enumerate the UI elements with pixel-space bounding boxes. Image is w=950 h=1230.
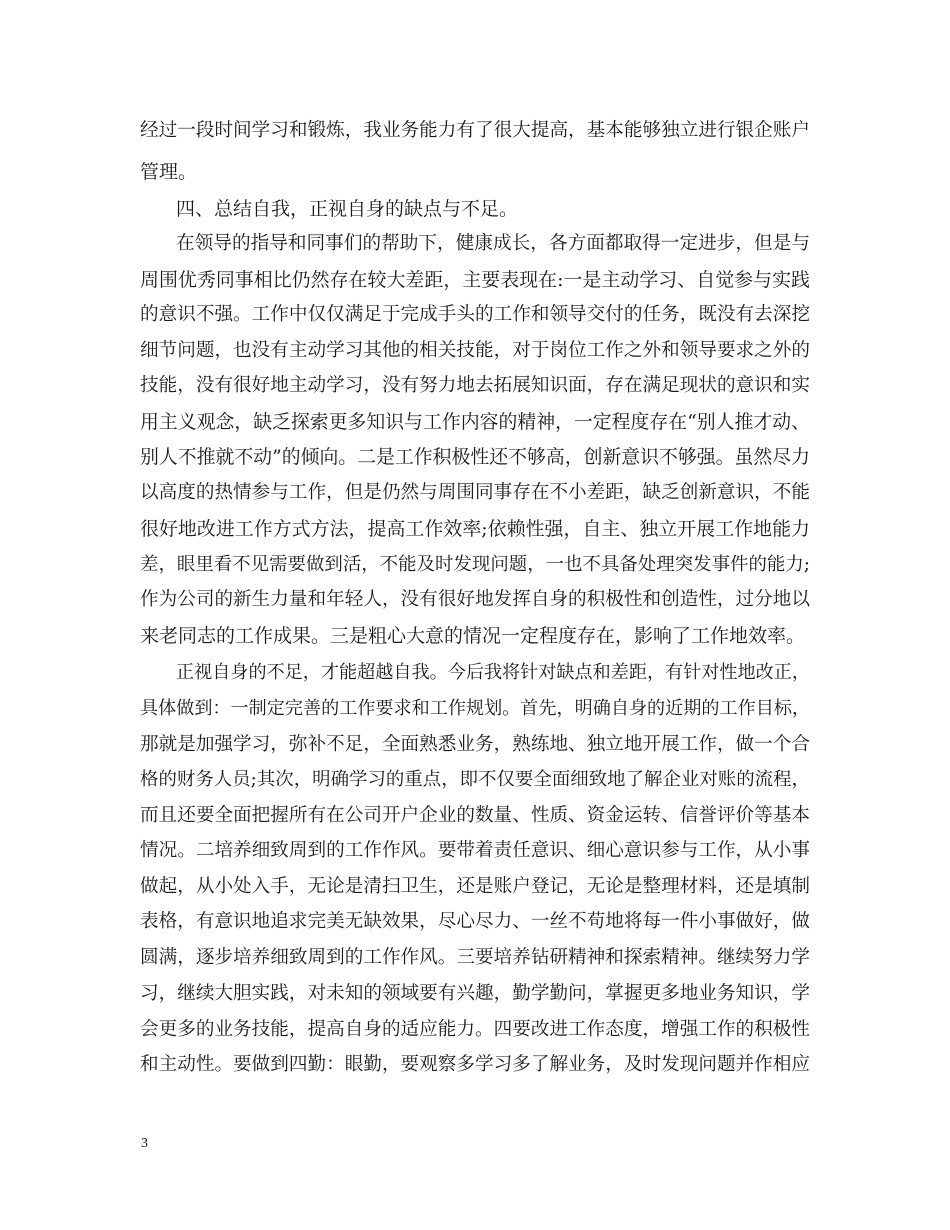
text-line: 周围优秀同事相比仍然存在较大差距，主要表现在:一是主动学习、自觉参与实践 <box>140 269 810 291</box>
text-line: 技能，没有很好地主动学习，没有努力地去拓展知识面，存在满足现状的意识和实 <box>140 375 811 396</box>
text-line: 经过一段时间学习和锻炼，我业务能力有了很大提高，基本能够独立进行银企账户 <box>140 120 811 141</box>
text-line: 四、总结自我，正视自身的缺点与不足。 <box>176 198 519 220</box>
text-line: 格的财务人员;其次，明确学习的重点，即不仅要全面细致地了解企业对账的流程， <box>140 769 810 790</box>
text-line: 做起，从小处入手，无论是清扫卫生，还是账户登记，无论是整理材料，还是填制 <box>140 876 811 897</box>
text-line: 在领导的指导和同事们的帮助下，健康成长，各方面都取得一定进步，但是与 <box>176 233 810 254</box>
text-line: 情况。二培养细致周到的工作作风。要带着责任意识、细心意识参与工作，从小事 <box>140 840 811 861</box>
text-line: 具体做到：一制定完善的工作要求和工作规划。首先，明确自身的近期的工作目标， <box>140 698 811 719</box>
text-line: 圆满，逐步培养细致周到的工作作风。三要培养钻研精神和探索精神。继续努力学 <box>140 947 811 968</box>
text-line: 作为公司的新生力量和年轻人，没有很好地发挥自身的积极性和创造性，过分地以 <box>140 589 811 610</box>
text-line: 别人不推就不动”的倾向。二是工作积极性还不够高，创新意识不够强。虽然尽力 <box>140 446 810 468</box>
text-line: 会更多的业务技能，提高自身的适应能力。四要改进工作态度，增强工作的积极性 <box>140 1019 811 1040</box>
text-line: 表格，有意识地追求完美无缺效果，尽心尽力、一丝不苟地将每一件小事做好，做 <box>140 911 811 932</box>
text-line: 差，眼里看不见需要做到活，不能及时发现问题，一也不具备处理突发事件的能力; <box>140 554 810 575</box>
text-line: 管理。 <box>140 161 198 183</box>
text-line: 的意识不强。工作中仅仅满足于完成手头的工作和领导交付的任务，既没有去深挖 <box>140 304 811 325</box>
text-line: 来老同志的工作成果。三是粗心大意的情况一定程度存在，影响了工作地效率。 <box>140 625 806 647</box>
text-line: 而且还要全面把握所有在公司开户企业的数量、性质、资金运转、信誉评价等基本 <box>140 805 811 826</box>
text-line: 很好地改进工作方式方法，提高工作效率;依赖性强，自主、独立开展工作地能力 <box>140 518 810 540</box>
text-line: 习，继续大胆实践，对未知的领域要有兴趣，勤学勤问，掌握更多地业务知识，学 <box>140 983 811 1004</box>
text-line: 用主义观念，缺乏探索更多知识与工作内容的精神，一定程度存在“别人推才动、 <box>140 411 810 433</box>
text-line: 正视自身的不足，才能超越自我。今后我将针对缺点和差距，有针对性地改正， <box>176 662 811 683</box>
text-line: 细节问题，也没有主动学习其他的相关技能，对于岗位工作之外和领导要求之外的 <box>140 340 811 361</box>
text-line: 和主动性。要做到四勤：眼勤，要观察多学习多了解业务，及时发现问题并作相应 <box>140 1054 811 1075</box>
text-line: 以高度的热情参与工作，但是仍然与周围同事存在不小差距，缺乏创新意识，不能 <box>140 482 811 503</box>
page-number: 3 <box>141 1136 148 1151</box>
text-line: 那就是加强学习，弥补不足，全面熟悉业务，熟练地、独立地开展工作，做一个合 <box>140 734 811 755</box>
